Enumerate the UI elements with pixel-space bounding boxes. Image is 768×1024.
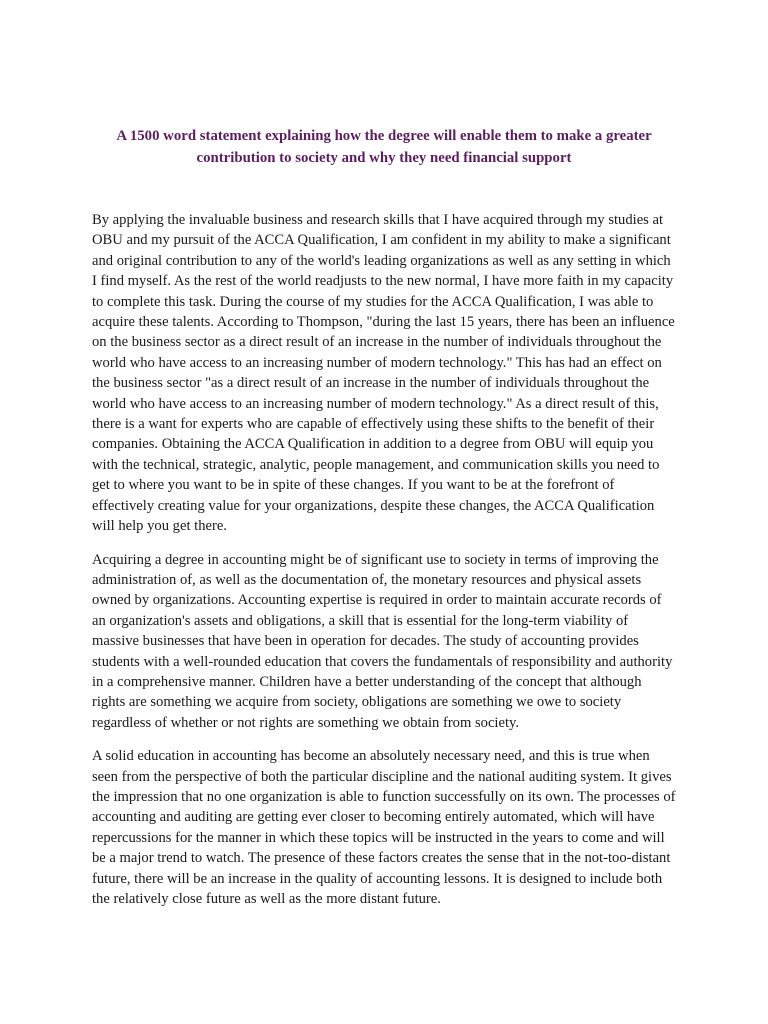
document-title: A 1500 word statement explaining how the degree will enable them to make a greater contribution to society and why they need financial support <box>116 128 652 166</box>
body-paragraph-3: A solid education in accounting has become an absolutely necessary need, and this is true when seen from the perspective of both the particular discipline and the national auditing system. It gives the impression that no one organization is able to function successfully on its own. The processes of accounting and auditing are getting ever closer to becoming entirely automated, which will have repercussions for the manner in which these topics will be instructed in the years to come and will be a major trend to watch. The presence of these factors creates the sense that in the not-too-distant future, there will be an increase in the quality of accounting lessons. It is designed to include both the relatively close future as well as the more distant future. <box>92 748 676 907</box>
body-paragraph-2: Acquiring a degree in accounting might be of significant use to society in terms of improving the administration of, as well as the documentation of, the monetary resources and physical assets owned by organizations. Accounting expertise is required in order to maintain accurate records of an organization's assets and obligations, a skill that is essential for the long-term viability of massive businesses that have been in operation for decades. The study of accounting provides students with a well-rounded education that covers the fundamentals of responsibility and authority in a comprehensive manner. Children have a better understanding of the concept that although rights are something we acquire from society, obligations are something we owe to society regardless of whether or not rights are something we obtain from society. <box>92 551 673 731</box>
document-body <box>92 210 678 922</box>
body-paragraph-1: By applying the invaluable business and research skills that I have acquired through my studies at OBU and my pursuit of the ACCA Qualification, I am confident in my ability to make a significant and original contribution to any of the world's leading organizations as well as any setting in which I find myself. As the rest of the world readjusts to the new normal, I have more faith in my capacity to complete this task. During the course of my studies for the ACCA Qualification, I was able to acquire these talents. According to Thompson, "during the last 15 years, there has been an influence on the business sector as a direct result of an increase in the number of individuals throughout the world who have access to an increasing number of modern technology." This has had an effect on the business sector "as a direct result of an increase in the number of individuals throughout the world who have access to an increasing number of modern technology." As a direct result of this, there is a want for experts who are capable of effectively using these shifts to the benefit of their companies. Obtaining the ACCA Qualification in addition to a degree from OBU will equip you with the technical, strategic, analytic, people management, and communication skills you need to get to where you want to be in spite of these changes. If you want to be at the forefront of effectively creating value for your organizations, despite these changes, the ACCA Qualification will help you get there. <box>92 212 675 535</box>
